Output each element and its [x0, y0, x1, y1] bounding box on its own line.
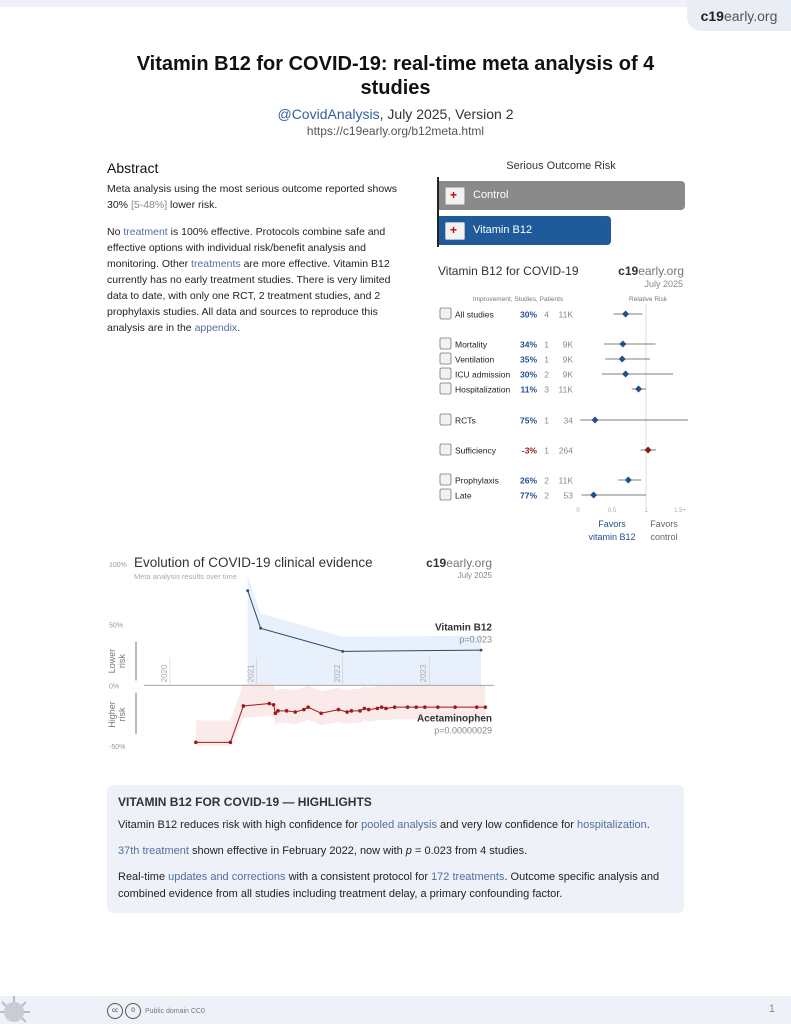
data-point [484, 705, 488, 709]
forest-column-header: Improvement, Studies, Patients [472, 296, 564, 303]
inline-link[interactable]: pooled analysis [361, 819, 437, 831]
highlights-box [107, 785, 684, 913]
abstract-heading: Abstract [107, 160, 159, 176]
inline-text: . [646, 819, 650, 831]
highlight-paragraph [118, 843, 675, 860]
higher-risk-label: risk [117, 707, 127, 722]
control-risk-bar: +Control [439, 181, 685, 210]
forest-row-studies: 1 [544, 445, 549, 456]
inline-text: . Outcome specific analysis and combined evidence from all studies including treatment delay, a primary confounding factor. [118, 871, 660, 900]
forest-point [622, 311, 629, 318]
higher-risk-label: Higher [107, 701, 117, 728]
forest-point [590, 492, 597, 499]
y-tick-label: 0% [109, 683, 120, 691]
chart-date: July 2025 [457, 571, 492, 580]
forest-plot [438, 262, 688, 552]
forest-row-improvement: -3% [521, 445, 537, 456]
forest-row-studies: 1 [544, 339, 549, 350]
inline-link[interactable]: hospitalization [577, 819, 647, 831]
forest-row-improvement: 30% [519, 369, 537, 380]
risk-chart-title: Serious Outcome Risk [506, 160, 616, 172]
favors-treatment-label: Favors [598, 519, 626, 529]
evolution-chart [106, 552, 500, 757]
chart-subtitle: Meta analysis results over time [134, 572, 237, 581]
data-point [337, 708, 341, 712]
forest-row-improvement: 30% [519, 309, 537, 320]
inline-text: with a consistent protocol for [285, 871, 432, 883]
forest-point [592, 417, 599, 424]
inline-text: . [237, 322, 241, 334]
page-number: 1 [768, 1003, 775, 1015]
forest-row-label: Mortality [455, 339, 488, 350]
y-tick-label: 100% [109, 562, 127, 569]
data-point [285, 709, 289, 713]
all-studies-icon [440, 308, 451, 319]
forest-point [619, 356, 626, 363]
data-point [350, 709, 354, 713]
data-point [272, 703, 276, 707]
data-point [293, 710, 297, 714]
series-label: Acetaminophen [416, 713, 492, 725]
data-point [229, 741, 233, 745]
data-point [480, 649, 483, 652]
forest-row-patients: 53 [563, 490, 573, 501]
sufficiency-icon [440, 444, 451, 455]
treatment-risk-bar: +Vitamin B12 [439, 216, 611, 245]
forest-row-studies: 2 [544, 369, 549, 380]
forest-tick-label: 1 [644, 508, 648, 514]
forest-row-label: Late [455, 490, 472, 501]
data-point [384, 707, 388, 711]
forest-row-studies: 1 [544, 415, 549, 426]
data-point [242, 704, 246, 708]
forest-axis-header: Relative Risk [629, 296, 667, 303]
data-point [246, 589, 249, 592]
series-label: Vitamin B12 [434, 622, 492, 634]
forest-tick-label: 0.5 [607, 508, 617, 514]
prophylaxis-icon [440, 474, 451, 485]
forest-row-patients: 11K [558, 309, 573, 320]
forest-date: July 2025 [644, 279, 683, 289]
forest-row-label: All studies [455, 309, 494, 320]
data-point [367, 708, 371, 712]
inline-link[interactable]: 37th treatment [118, 845, 189, 857]
forest-row-improvement: 11% [520, 384, 537, 395]
data-point [259, 627, 262, 630]
icu-icon [440, 368, 451, 379]
zero-icon: 0 [125, 1003, 141, 1019]
forest-row-patients: 34 [563, 415, 573, 426]
forest-row-studies: 4 [544, 309, 549, 320]
forest-row-studies: 1 [544, 354, 549, 365]
x-tick-label: 2023 [419, 664, 429, 683]
hospital-icon [440, 383, 451, 394]
mortality-icon [440, 338, 451, 349]
y-tick-label: 50% [109, 622, 124, 630]
data-point [380, 705, 384, 709]
data-point [268, 702, 272, 706]
inline-text: No [107, 226, 124, 238]
site-brand-link[interactable]: c19early.org [687, 0, 791, 31]
inline-text: p [405, 845, 412, 857]
forest-title: Vitamin B12 for COVID-19 [438, 264, 579, 278]
hospital-bed-icon [445, 187, 465, 205]
forest-row-improvement: 35% [519, 354, 537, 365]
lower-risk-label: Lower [107, 648, 117, 674]
chart-title: Evolution of COVID-19 clinical evidence [134, 555, 373, 570]
data-point [453, 705, 457, 709]
data-point [302, 708, 306, 712]
forest-row-patients: 11K [558, 475, 573, 486]
favors-control-label: control [650, 532, 678, 542]
chart-brand: c19early.org [426, 556, 492, 570]
forest-row-studies: 2 [544, 475, 549, 486]
inline-text: Vitamin B12 reduces risk with high confidence for [118, 819, 362, 831]
forest-row-label: Sufficiency [455, 445, 496, 456]
inline-text: shown effective in February 2022, now with [188, 845, 406, 857]
forest-brand: c19early.org [618, 264, 684, 278]
forest-row-patients: 9K [562, 339, 573, 350]
forest-row-patients: 9K [562, 369, 573, 380]
forest-row-studies: 2 [544, 490, 549, 501]
cc-icon: cc [107, 1003, 123, 1019]
author-handle-link[interactable]: @CovidAnalysis [277, 106, 380, 122]
subtitle: @CovidAnalysis, July 2025, Version 2 [277, 106, 514, 122]
data-point [475, 705, 479, 709]
abstract-summary: Meta analysis using the most serious outcome reported shows 30% [5-48%] lower risk. [107, 183, 398, 211]
inline-text: are more effective. Vitamin B12 currently has no early treatment studies. There is very limited data to date, with only one RCT, 2 treatment studies, and 2 prophylaxis studies. All data and sources to reproduce this analysis are in the [107, 258, 391, 334]
ventilation-icon [440, 353, 451, 364]
virus-icon [0, 990, 38, 1030]
series-p-value: p=0.00000029 [434, 725, 492, 736]
forest-point [619, 341, 626, 348]
highlights-title: VITAMIN B12 FOR COVID-19 — HIGHLIGHTS [118, 795, 372, 809]
forest-row-patients: 264 [558, 445, 573, 456]
x-tick-label: 2022 [332, 664, 342, 683]
data-point [358, 709, 362, 713]
inline-link[interactable]: updates and corrections [168, 871, 286, 883]
forest-row-improvement: 34% [519, 339, 537, 350]
data-point [194, 741, 198, 745]
page-title: Vitamin B12 for COVID-19: real-time meta analysis of 4 studies [136, 53, 655, 99]
hospital-bed-icon [445, 222, 465, 240]
x-tick-label: 2020 [159, 664, 169, 683]
late-icon [440, 489, 451, 500]
highlight-paragraph [118, 869, 675, 903]
forest-row-label: Hospitalization [455, 384, 511, 395]
forest-row-label: Prophylaxis [455, 475, 499, 486]
data-point [406, 705, 410, 709]
inline-text: is 100% effective. Protocols combine safe and effective options with individual risk/benefit analysis and monitoring. Other [107, 226, 386, 270]
abstract-paragraph [107, 224, 409, 336]
forest-point [622, 371, 629, 378]
page-url[interactable]: https://c19early.org/b12meta.html [306, 124, 485, 138]
forest-row-studies: 3 [544, 384, 549, 395]
data-point [341, 650, 344, 653]
forest-point [635, 386, 642, 393]
series-p-value: p=0.023 [459, 634, 492, 645]
inline-text: Real-time [118, 871, 169, 883]
forest-row-label: Ventilation [455, 354, 495, 365]
inline-link[interactable]: appendix [194, 322, 238, 334]
data-point [276, 709, 280, 713]
data-point [414, 705, 418, 709]
forest-row-improvement: 75% [519, 415, 537, 426]
data-point [423, 705, 427, 709]
data-point [436, 705, 440, 709]
forest-row-label: RCTs [455, 415, 476, 426]
favors-treatment-label: vitamin B12 [588, 532, 636, 542]
forest-tick-label: 1.5+ [674, 508, 686, 514]
data-point [376, 707, 380, 711]
rct-icon [440, 414, 451, 425]
forest-row-patients: 11K [558, 384, 573, 395]
inline-link[interactable]: treatment [123, 226, 168, 238]
data-point [319, 711, 323, 715]
y-tick-label: -50% [109, 744, 126, 751]
x-tick-label: 2021 [246, 664, 256, 683]
lower-risk-label: risk [117, 654, 127, 669]
forest-tick-label: 0 [576, 508, 580, 514]
data-point [345, 710, 349, 714]
inline-text: and very low confidence for [437, 819, 578, 831]
inline-text: = 0.023 from 4 studies. [411, 845, 528, 857]
forest-row-improvement: 77% [519, 490, 537, 501]
license-notice: cc 0 Public domain CC0 [107, 1003, 205, 1019]
top-bar [0, 0, 791, 7]
forest-row-patients: 9K [562, 354, 573, 365]
data-point [306, 705, 310, 709]
inline-link[interactable]: treatments [191, 258, 241, 270]
data-point [363, 707, 367, 711]
forest-point [625, 477, 632, 484]
favors-control-label: Favors [650, 519, 678, 529]
inline-link[interactable]: 172 treatments [431, 871, 505, 883]
forest-row-label: ICU admission [455, 369, 511, 380]
data-point [393, 705, 397, 709]
forest-row-improvement: 26% [519, 475, 537, 486]
highlight-paragraph [118, 817, 675, 834]
